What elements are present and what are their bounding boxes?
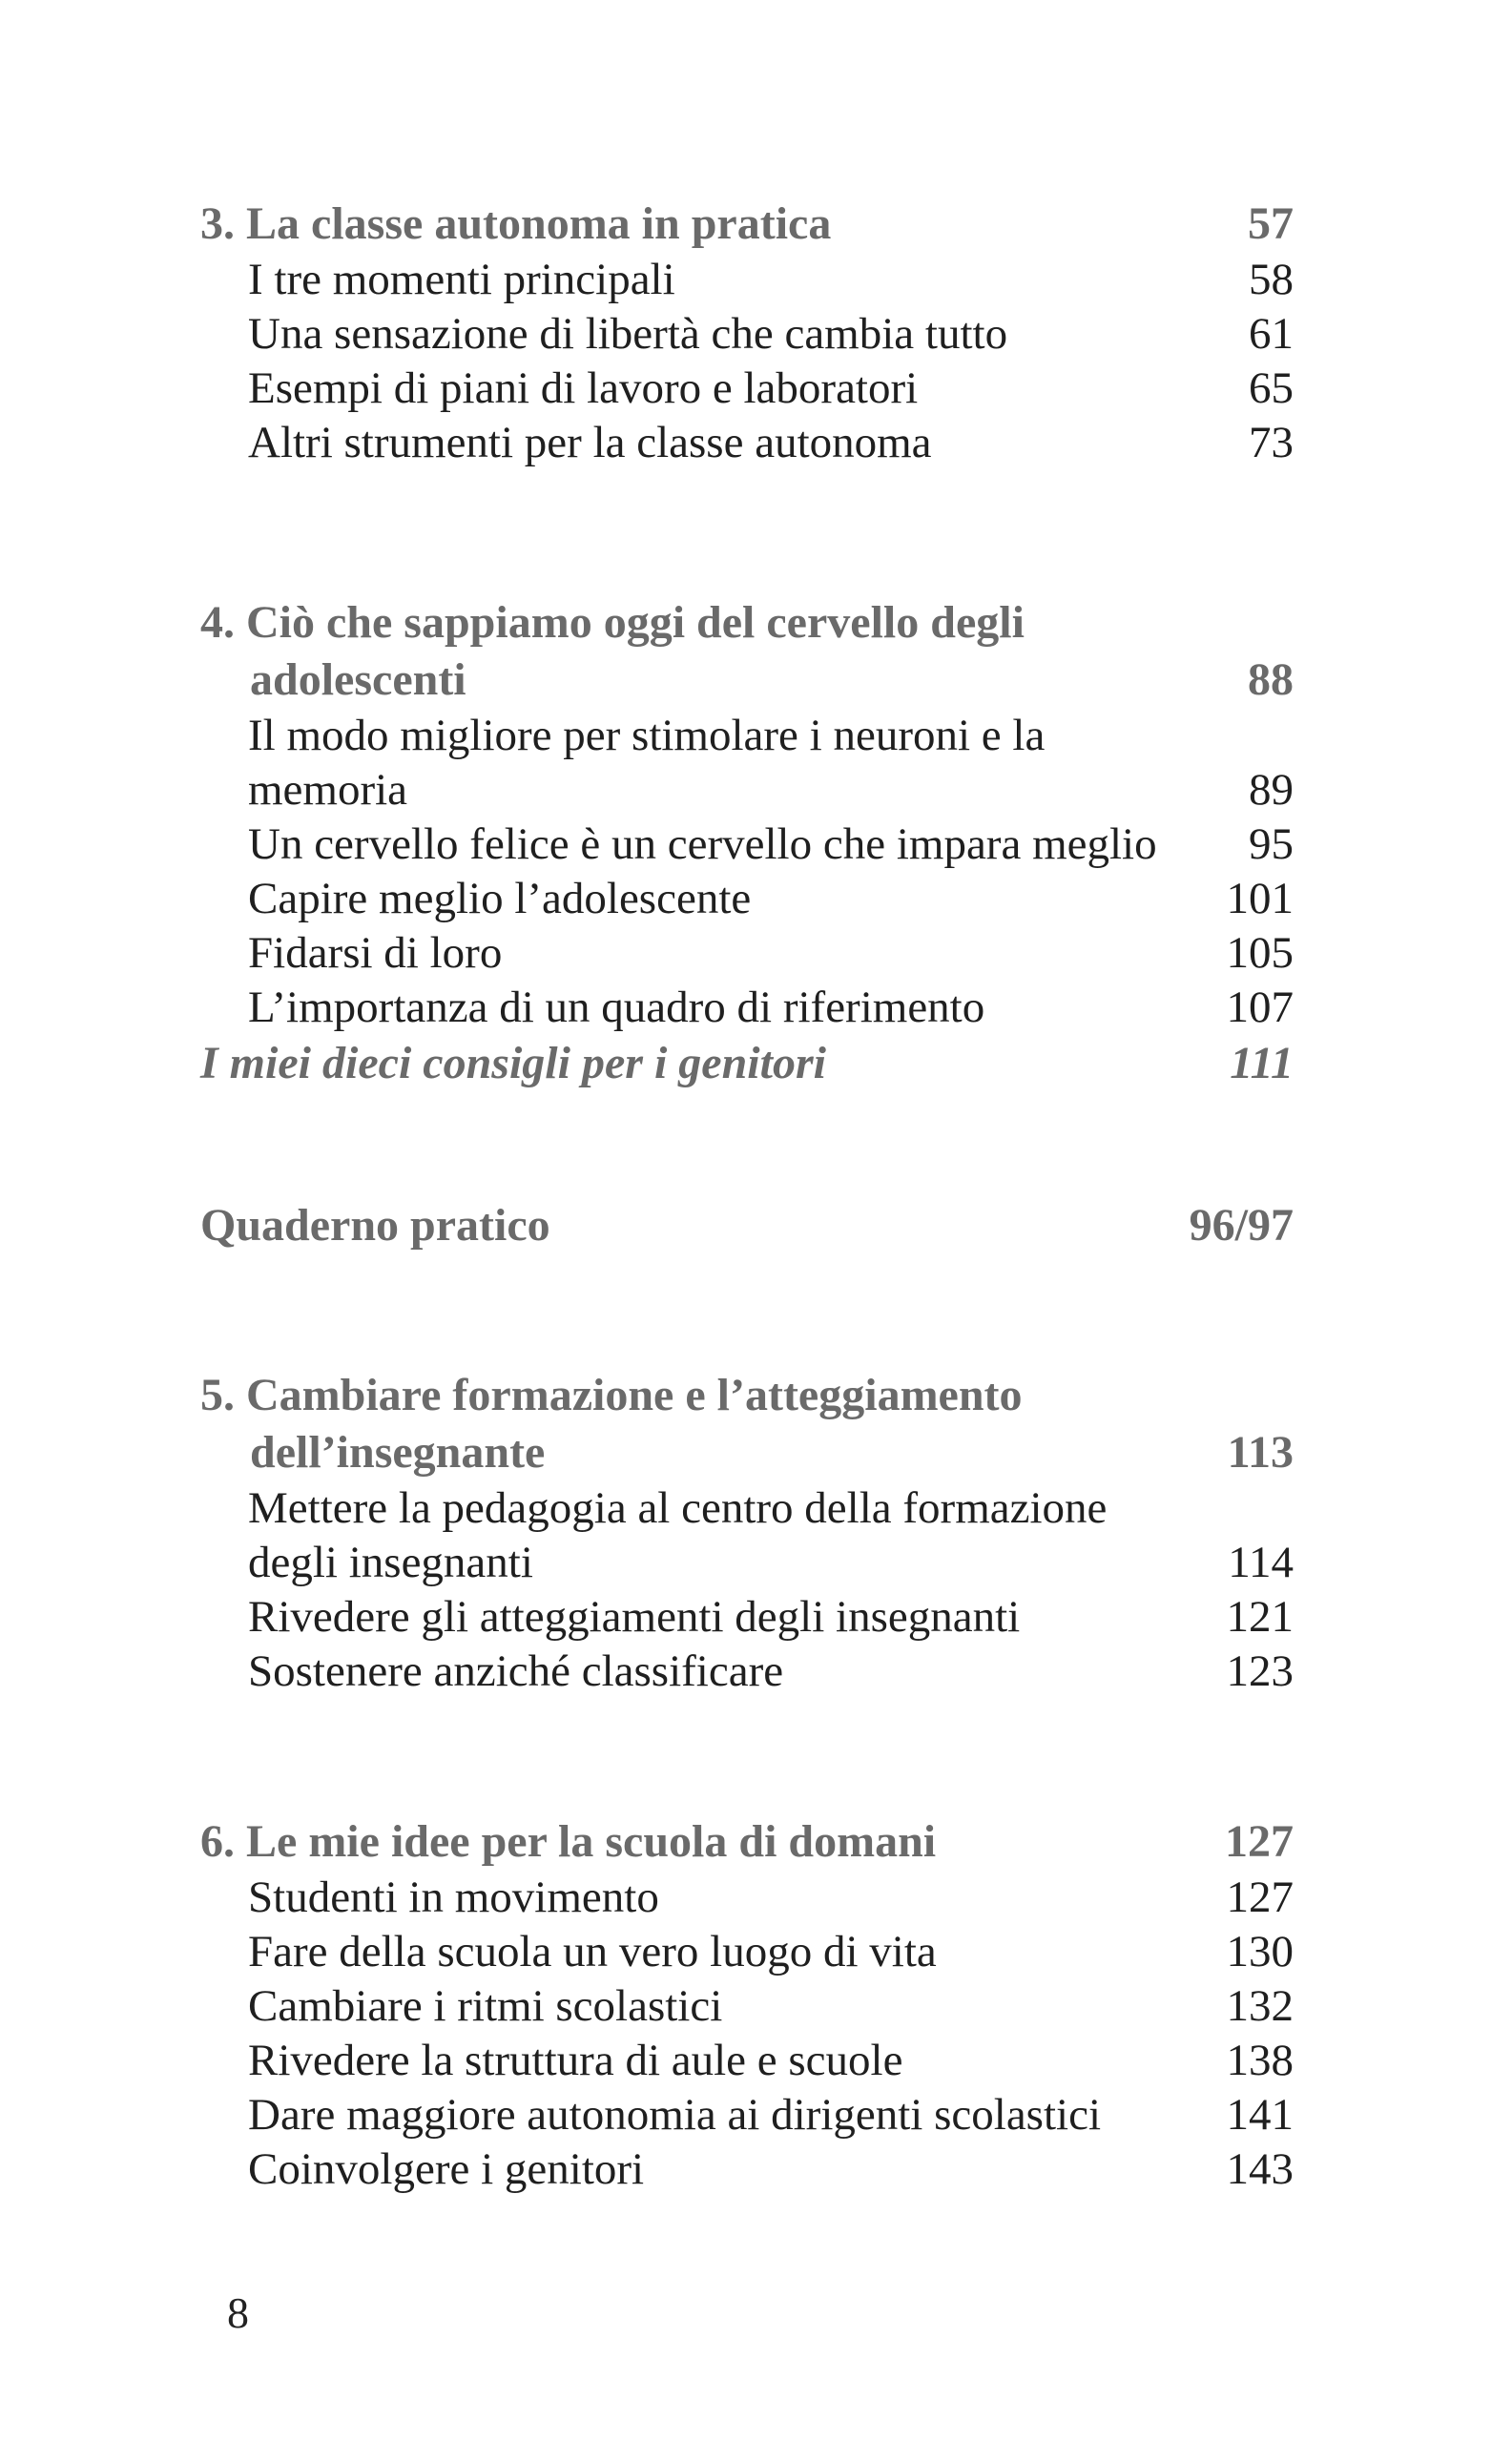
toc-entry[interactable] <box>200 2142 1294 2197</box>
chapter-title <box>200 196 1232 253</box>
chapter-heading[interactable] <box>200 196 1294 253</box>
toc-entry[interactable] <box>200 817 1294 872</box>
toc-entry[interactable] <box>200 709 1294 763</box>
toc-entry[interactable] <box>200 362 1294 416</box>
toc-entry-page: 127 <box>1226 1873 1294 1922</box>
toc-entry-continued[interactable] <box>200 1536 1294 1590</box>
toc-entry-title: Dare maggiore autonomia ai dirigenti scolastici <box>248 2090 1102 2140</box>
chapter-heading[interactable] <box>200 594 1294 652</box>
toc-entry[interactable] <box>200 307 1294 362</box>
section-spacer <box>200 1699 1294 1813</box>
toc-entry[interactable] <box>200 926 1294 981</box>
toc-entry-title: Capire meglio l’adolescente <box>248 874 752 923</box>
toc-entry-title: Il modo migliore per stimolare i neuroni e la <box>248 711 1046 760</box>
chapter-title-text: adolescenti <box>250 654 466 705</box>
toc-entry-page: 61 <box>1249 309 1294 359</box>
chapter-heading-continued[interactable] <box>200 1424 1294 1481</box>
toc-entry-title: Altri strumenti per la classe autonoma <box>248 418 932 467</box>
toc-entry-parent-tips[interactable] <box>200 1035 1294 1092</box>
toc-entry-title: Sostenere anziché classificare <box>248 1646 784 1696</box>
chapter-number: 5. <box>200 1370 235 1420</box>
toc-entry[interactable] <box>200 2088 1294 2142</box>
toc-entry-title: Fidarsi di loro <box>248 928 503 978</box>
section-spacer <box>200 1254 1294 1367</box>
chapter-title <box>200 1813 1210 1871</box>
chapter-heading[interactable] <box>200 1813 1294 1871</box>
toc-entry-continued[interactable] <box>200 763 1294 817</box>
chapter-number: 3. <box>200 198 235 249</box>
chapter-title-text: Cambiare formazione e l’atteggiamento <box>246 1370 1023 1420</box>
chapter-title-text: Quaderno pratico <box>200 1200 550 1251</box>
toc-entry-page: 111 <box>1230 1038 1294 1088</box>
toc-entry-page: 138 <box>1226 2036 1294 2085</box>
chapter-title-text: La classe autonoma in pratica <box>246 198 832 249</box>
page-number: 8 <box>227 2288 249 2337</box>
toc-entry-page: 130 <box>1226 1927 1294 1976</box>
toc-entry-title: Rivedere gli atteggiamenti degli insegnanti <box>248 1592 1021 1642</box>
chapter-title <box>200 594 1294 652</box>
toc-entry-page: 107 <box>1226 983 1294 1032</box>
toc-entry-page: 132 <box>1226 1981 1294 2031</box>
toc-entry[interactable] <box>200 981 1294 1035</box>
toc-section-chapter-5 <box>200 1367 1294 1699</box>
toc-entry-page: 95 <box>1249 819 1294 869</box>
toc-entry-page: 89 <box>1249 765 1294 815</box>
chapter-title-text: dell’insegnante <box>250 1427 546 1478</box>
chapter-heading-continued[interactable] <box>200 652 1294 709</box>
chapter-number: 6. <box>200 1816 235 1867</box>
toc-entry-title: I tre momenti principali <box>248 255 675 304</box>
toc-entry[interactable] <box>200 416 1294 470</box>
toc-section-chapter-3 <box>200 196 1294 470</box>
toc-entry-page: 105 <box>1226 928 1294 978</box>
toc-entry[interactable] <box>200 1871 1294 1925</box>
toc-entry-title: L’importanza di un quadro di riferimento <box>248 983 985 1032</box>
toc-entry-title: Un cervello felice è un cervello che impara meglio <box>248 819 1157 869</box>
chapter-page-number: 88 <box>1248 654 1294 705</box>
chapter-page-number: 96/97 <box>1189 1200 1294 1251</box>
toc-entry-page: 143 <box>1226 2144 1294 2194</box>
toc-entry-title: Fare della scuola un vero luogo di vita <box>248 1927 937 1976</box>
chapter-title <box>200 1367 1294 1424</box>
toc-entry-title: Cambiare i ritmi scolastici <box>248 1981 723 2031</box>
toc-section-chapter-4 <box>200 594 1294 1092</box>
toc-entry[interactable] <box>200 1481 1294 1536</box>
toc-entry-title: degli insegnanti <box>248 1538 533 1587</box>
chapter-heading[interactable] <box>200 1367 1294 1424</box>
toc-entry[interactable] <box>200 872 1294 926</box>
toc-entry[interactable] <box>200 1979 1294 2034</box>
toc-entry-title: Rivedere la struttura di aule e scuole <box>248 2036 903 2085</box>
toc-entry-page: 123 <box>1226 1646 1294 1696</box>
chapter-title-text: Ciò che sappiamo oggi del cervello degli <box>246 597 1025 648</box>
toc-entry-page: 121 <box>1226 1592 1294 1642</box>
toc-entry-page: 58 <box>1249 255 1294 304</box>
toc-entry[interactable] <box>200 2034 1294 2088</box>
toc-entry-title: memoria <box>248 765 408 815</box>
table-of-contents <box>200 196 1294 2197</box>
toc-entry-page: 65 <box>1249 363 1294 413</box>
chapter-page-number: 113 <box>1227 1427 1294 1478</box>
toc-entry-title: Mettere la pedagogia al centro della formazione <box>248 1483 1108 1533</box>
toc-entry-page: 73 <box>1249 418 1294 467</box>
toc-entry[interactable] <box>200 1645 1294 1699</box>
toc-entry[interactable] <box>200 1925 1294 1979</box>
toc-entry-title: Esempi di piani di lavoro e laboratori <box>248 363 919 413</box>
toc-section-workbook <box>200 1197 1294 1254</box>
section-spacer <box>200 1092 1294 1197</box>
chapter-heading[interactable] <box>200 1197 1294 1254</box>
chapter-number: 4. <box>200 597 235 648</box>
chapter-page-number: 57 <box>1248 198 1294 249</box>
toc-section-chapter-6 <box>200 1813 1294 2197</box>
toc-entry-title: I miei dieci consigli per i genitori <box>200 1038 826 1088</box>
toc-entry-title: Coinvolgere i genitori <box>248 2144 645 2194</box>
toc-entry-title: Una sensazione di libertà che cambia tutto <box>248 309 1008 359</box>
toc-entry[interactable] <box>200 1590 1294 1645</box>
toc-entry-page: 141 <box>1226 2090 1294 2140</box>
toc-entry-title: Studenti in movimento <box>248 1873 659 1922</box>
toc-entry-page: 114 <box>1228 1538 1294 1587</box>
chapter-title-text: Le mie idee per la scuola di domani <box>246 1816 937 1867</box>
chapter-page-number: 127 <box>1225 1816 1294 1867</box>
section-spacer <box>200 470 1294 594</box>
toc-entry[interactable] <box>200 253 1294 307</box>
toc-entry-page: 101 <box>1226 874 1294 923</box>
